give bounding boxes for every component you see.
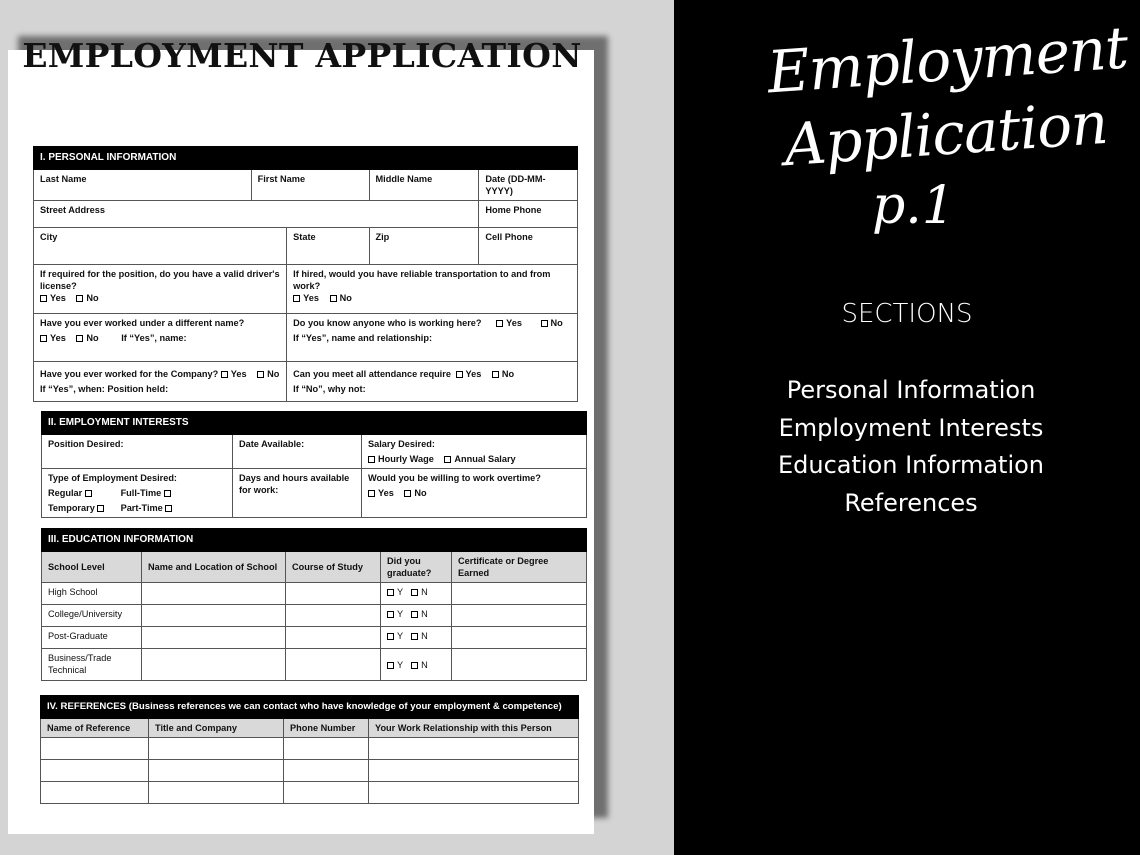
section-list-item: References bbox=[844, 488, 978, 517]
course-cell[interactable] bbox=[286, 627, 381, 649]
reference-cell[interactable] bbox=[149, 760, 284, 782]
school-name-cell[interactable] bbox=[142, 649, 286, 681]
n-label: N bbox=[421, 631, 428, 641]
reference-cell[interactable] bbox=[149, 738, 284, 760]
checkbox-icon bbox=[496, 320, 503, 327]
column-header: School Level bbox=[42, 552, 142, 583]
sections-title: SECTIONS bbox=[841, 299, 973, 329]
checkbox-icon bbox=[368, 456, 375, 463]
temporary-label: Temporary bbox=[48, 503, 95, 513]
worked-company-question bbox=[34, 362, 287, 402]
checkbox-icon bbox=[330, 295, 337, 302]
y-label: Y bbox=[397, 609, 404, 619]
certificate-cell[interactable] bbox=[452, 583, 587, 605]
last-name-field[interactable]: Last Name bbox=[34, 170, 252, 201]
if-yes-when-label: If “Yes”, when: Position held: bbox=[40, 384, 169, 394]
reference-cell[interactable] bbox=[284, 782, 369, 804]
yes-label: Yes bbox=[230, 369, 247, 379]
checkbox-icon bbox=[40, 335, 47, 342]
no-label: No bbox=[339, 293, 352, 303]
graduated-no-option[interactable] bbox=[411, 609, 428, 619]
checkbox-icon bbox=[411, 589, 418, 596]
hourly-label: Hourly Wage bbox=[378, 454, 434, 464]
table-row bbox=[42, 583, 587, 605]
checkbox-icon bbox=[368, 490, 375, 497]
references-section bbox=[40, 695, 579, 804]
sections-list bbox=[678, 372, 1140, 522]
yes-label: Yes bbox=[465, 369, 482, 379]
full-time-option[interactable] bbox=[121, 488, 174, 498]
full-time-label: Full-Time bbox=[120, 488, 162, 498]
no-label: No bbox=[86, 293, 99, 303]
table-row bbox=[41, 782, 579, 804]
position-desired-field[interactable]: Position Desired: bbox=[42, 435, 233, 469]
overtime-text: Would you be willing to work overtime? bbox=[368, 473, 541, 483]
school-level-cell: Post-Graduate bbox=[42, 627, 142, 649]
hourly-wage-option[interactable] bbox=[368, 454, 434, 464]
first-name-field[interactable]: First Name bbox=[251, 170, 369, 201]
n-label: N bbox=[421, 659, 428, 670]
city-field[interactable]: City bbox=[34, 228, 287, 265]
if-no-why-label: If “No”, why not: bbox=[293, 384, 366, 394]
column-header: Did you graduate? bbox=[381, 552, 452, 583]
know-yes-option[interactable] bbox=[496, 318, 522, 328]
reference-cell[interactable] bbox=[41, 760, 149, 782]
checkbox-icon bbox=[541, 320, 548, 327]
checkbox-icon bbox=[165, 505, 172, 512]
course-cell[interactable] bbox=[286, 649, 381, 681]
reference-cell[interactable] bbox=[284, 738, 369, 760]
regular-option[interactable] bbox=[48, 487, 118, 499]
different-name-text: Have you ever worked under a different name? bbox=[40, 318, 245, 328]
checkbox-icon bbox=[404, 490, 411, 497]
employment-type-label: Type of Employment Desired: bbox=[48, 473, 177, 483]
reference-cell[interactable] bbox=[41, 738, 149, 760]
checkbox-icon bbox=[40, 295, 47, 302]
yes-label: Yes bbox=[50, 293, 66, 303]
days-hours-field[interactable]: Days and hours available for work: bbox=[233, 469, 362, 518]
script-title-line1: Employment bbox=[765, 13, 1130, 107]
know-anyone-text: Do you know anyone who is working here? bbox=[293, 318, 482, 328]
column-header: Name and Location of School bbox=[142, 552, 286, 583]
checkbox-icon bbox=[164, 490, 171, 497]
cell-phone-field[interactable]: Cell Phone bbox=[479, 228, 578, 265]
section-header: III. EDUCATION INFORMATION bbox=[42, 529, 587, 552]
license-question bbox=[34, 265, 287, 314]
graduated-yes-option[interactable] bbox=[387, 609, 403, 619]
column-header: Your Work Relationship with this Person bbox=[369, 719, 579, 738]
overtime-question bbox=[362, 469, 587, 518]
document-title: EMPLOYMENT APPLICATION bbox=[22, 36, 582, 75]
reference-cell[interactable] bbox=[284, 760, 369, 782]
attendance-text: Can you meet all attendance require bbox=[293, 369, 451, 379]
license-question-text: If required for the position, do you have a valid driver's license? bbox=[40, 269, 280, 291]
if-yes-name-label: If “Yes”, name: bbox=[121, 333, 187, 343]
graduated-yes-option[interactable] bbox=[387, 660, 403, 670]
certificate-cell[interactable] bbox=[452, 649, 587, 681]
graduated-cell bbox=[381, 605, 452, 627]
state-field[interactable]: State bbox=[287, 228, 369, 265]
part-time-option[interactable] bbox=[121, 503, 176, 513]
school-name-cell[interactable] bbox=[142, 605, 286, 627]
temporary-option[interactable] bbox=[48, 502, 118, 514]
table-row bbox=[41, 738, 579, 760]
part-time-label: Part-Time bbox=[120, 503, 163, 513]
license-no-option[interactable] bbox=[76, 293, 98, 303]
column-header: Name of Reference bbox=[41, 719, 149, 738]
n-label: N bbox=[421, 609, 428, 619]
know-anyone-question bbox=[287, 314, 578, 362]
yes-label: Yes bbox=[303, 293, 319, 303]
school-level-cell: College/University bbox=[42, 605, 142, 627]
worked-no-option[interactable] bbox=[257, 369, 279, 379]
no-label: No bbox=[550, 318, 563, 328]
attendance-yes-option[interactable] bbox=[456, 369, 482, 379]
reference-cell[interactable] bbox=[149, 782, 284, 804]
y-label: Y bbox=[397, 659, 404, 670]
checkbox-icon bbox=[76, 295, 83, 302]
diff-name-no-option[interactable] bbox=[76, 333, 98, 343]
checkbox-icon bbox=[411, 662, 418, 669]
column-header: Phone Number bbox=[284, 719, 369, 738]
date-field[interactable]: Date (DD-MM-YYYY) bbox=[479, 170, 578, 201]
n-label: N bbox=[421, 587, 428, 597]
worked-yes-option[interactable] bbox=[221, 369, 247, 379]
checkbox-icon bbox=[411, 633, 418, 640]
column-header: Certificate or Degree Earned bbox=[452, 552, 587, 583]
regular-label: Regular bbox=[48, 488, 83, 498]
license-yes-option[interactable] bbox=[40, 293, 66, 303]
table-row bbox=[42, 649, 587, 681]
reference-cell[interactable] bbox=[369, 782, 579, 804]
attendance-question bbox=[287, 362, 578, 402]
transport-question bbox=[287, 265, 578, 314]
overtime-yes-option[interactable] bbox=[368, 488, 394, 498]
y-label: Y bbox=[397, 587, 404, 597]
checkbox-icon bbox=[411, 611, 418, 618]
personal-information-section bbox=[33, 146, 578, 402]
employment-type-field bbox=[42, 469, 233, 518]
middle-name-field[interactable]: Middle Name bbox=[369, 170, 479, 201]
column-header: Title and Company bbox=[149, 719, 284, 738]
checkbox-icon bbox=[257, 371, 264, 378]
section-header: I. PERSONAL INFORMATION bbox=[34, 147, 578, 170]
table-row bbox=[41, 760, 579, 782]
date-available-field[interactable]: Date Available: bbox=[233, 435, 362, 469]
annual-salary-option[interactable] bbox=[444, 454, 515, 464]
overtime-no-option[interactable] bbox=[404, 488, 426, 498]
school-name-cell[interactable] bbox=[142, 583, 286, 605]
checkbox-icon bbox=[387, 662, 394, 669]
no-label: No bbox=[86, 333, 99, 343]
section-header: IV. REFERENCES (Business references we can contact who have knowledge of your employment & competence) bbox=[41, 696, 579, 719]
no-label: No bbox=[501, 369, 515, 379]
graduated-no-option[interactable] bbox=[411, 660, 428, 670]
y-label: Y bbox=[397, 631, 404, 641]
checkbox-icon bbox=[456, 371, 463, 378]
checkbox-icon bbox=[293, 295, 300, 302]
different-name-question bbox=[34, 314, 287, 362]
street-address-field[interactable]: Street Address bbox=[34, 201, 479, 228]
checkbox-icon bbox=[221, 371, 228, 378]
checkbox-icon bbox=[387, 633, 394, 640]
reference-cell[interactable] bbox=[41, 782, 149, 804]
course-cell[interactable] bbox=[286, 605, 381, 627]
table-row bbox=[42, 627, 587, 649]
annual-label: Annual Salary bbox=[454, 454, 516, 464]
zip-field[interactable]: Zip bbox=[369, 228, 479, 265]
yes-label: Yes bbox=[506, 318, 522, 328]
salary-desired-field bbox=[362, 435, 587, 469]
school-level-cell: Business/Trade Technical bbox=[42, 649, 142, 681]
graduated-no-option[interactable] bbox=[411, 631, 428, 641]
if-yes-relationship-label: If “Yes”, name and relationship: bbox=[293, 333, 433, 343]
employment-interests-section bbox=[41, 411, 587, 518]
certificate-cell[interactable] bbox=[452, 605, 587, 627]
checkbox-icon bbox=[387, 589, 394, 596]
salary-label: Salary Desired: bbox=[368, 439, 435, 449]
checkbox-icon bbox=[97, 505, 104, 512]
course-cell[interactable] bbox=[286, 583, 381, 605]
certificate-cell[interactable] bbox=[452, 627, 587, 649]
section-list-item: Employment Interests bbox=[778, 413, 1044, 442]
school-level-cell: High School bbox=[42, 583, 142, 605]
graduated-yes-option[interactable] bbox=[387, 587, 403, 597]
transport-question-text: If hired, would you have reliable transportation to and from work? bbox=[293, 269, 551, 291]
graduated-cell bbox=[381, 583, 452, 605]
graduated-cell bbox=[381, 649, 452, 681]
graduated-yes-option[interactable] bbox=[387, 631, 403, 641]
section-list-item: Personal Information bbox=[786, 376, 1036, 404]
graduated-cell bbox=[381, 627, 452, 649]
checkbox-icon bbox=[85, 490, 92, 497]
checkbox-icon bbox=[444, 456, 451, 463]
reference-cell[interactable] bbox=[369, 738, 579, 760]
no-label: No bbox=[267, 369, 280, 379]
checkbox-icon bbox=[76, 335, 83, 342]
yes-label: Yes bbox=[50, 333, 66, 343]
school-name-cell[interactable] bbox=[142, 627, 286, 649]
section-list-item: Education Information bbox=[777, 451, 1045, 479]
section-header: II. EMPLOYMENT INTERESTS bbox=[42, 412, 587, 435]
attendance-no-option[interactable] bbox=[492, 369, 514, 379]
graduated-no-option[interactable] bbox=[411, 587, 428, 597]
script-title-line2: Application bbox=[782, 88, 1110, 180]
education-information-section bbox=[41, 528, 587, 681]
checkbox-icon bbox=[387, 611, 394, 618]
worked-company-text: Have you ever worked for the Company? bbox=[40, 369, 219, 379]
yes-label: Yes bbox=[378, 488, 394, 498]
script-title-line3: p.1 bbox=[872, 176, 955, 236]
checkbox-icon bbox=[492, 371, 499, 378]
no-label: No bbox=[414, 488, 427, 498]
know-no-option[interactable] bbox=[541, 318, 563, 328]
transport-no-option[interactable] bbox=[330, 293, 352, 303]
transport-yes-option[interactable] bbox=[293, 293, 319, 303]
column-header: Course of Study bbox=[286, 552, 381, 583]
table-row bbox=[42, 605, 587, 627]
home-phone-field[interactable]: Home Phone bbox=[479, 201, 578, 228]
diff-name-yes-option[interactable] bbox=[40, 333, 66, 343]
reference-cell[interactable] bbox=[369, 760, 579, 782]
